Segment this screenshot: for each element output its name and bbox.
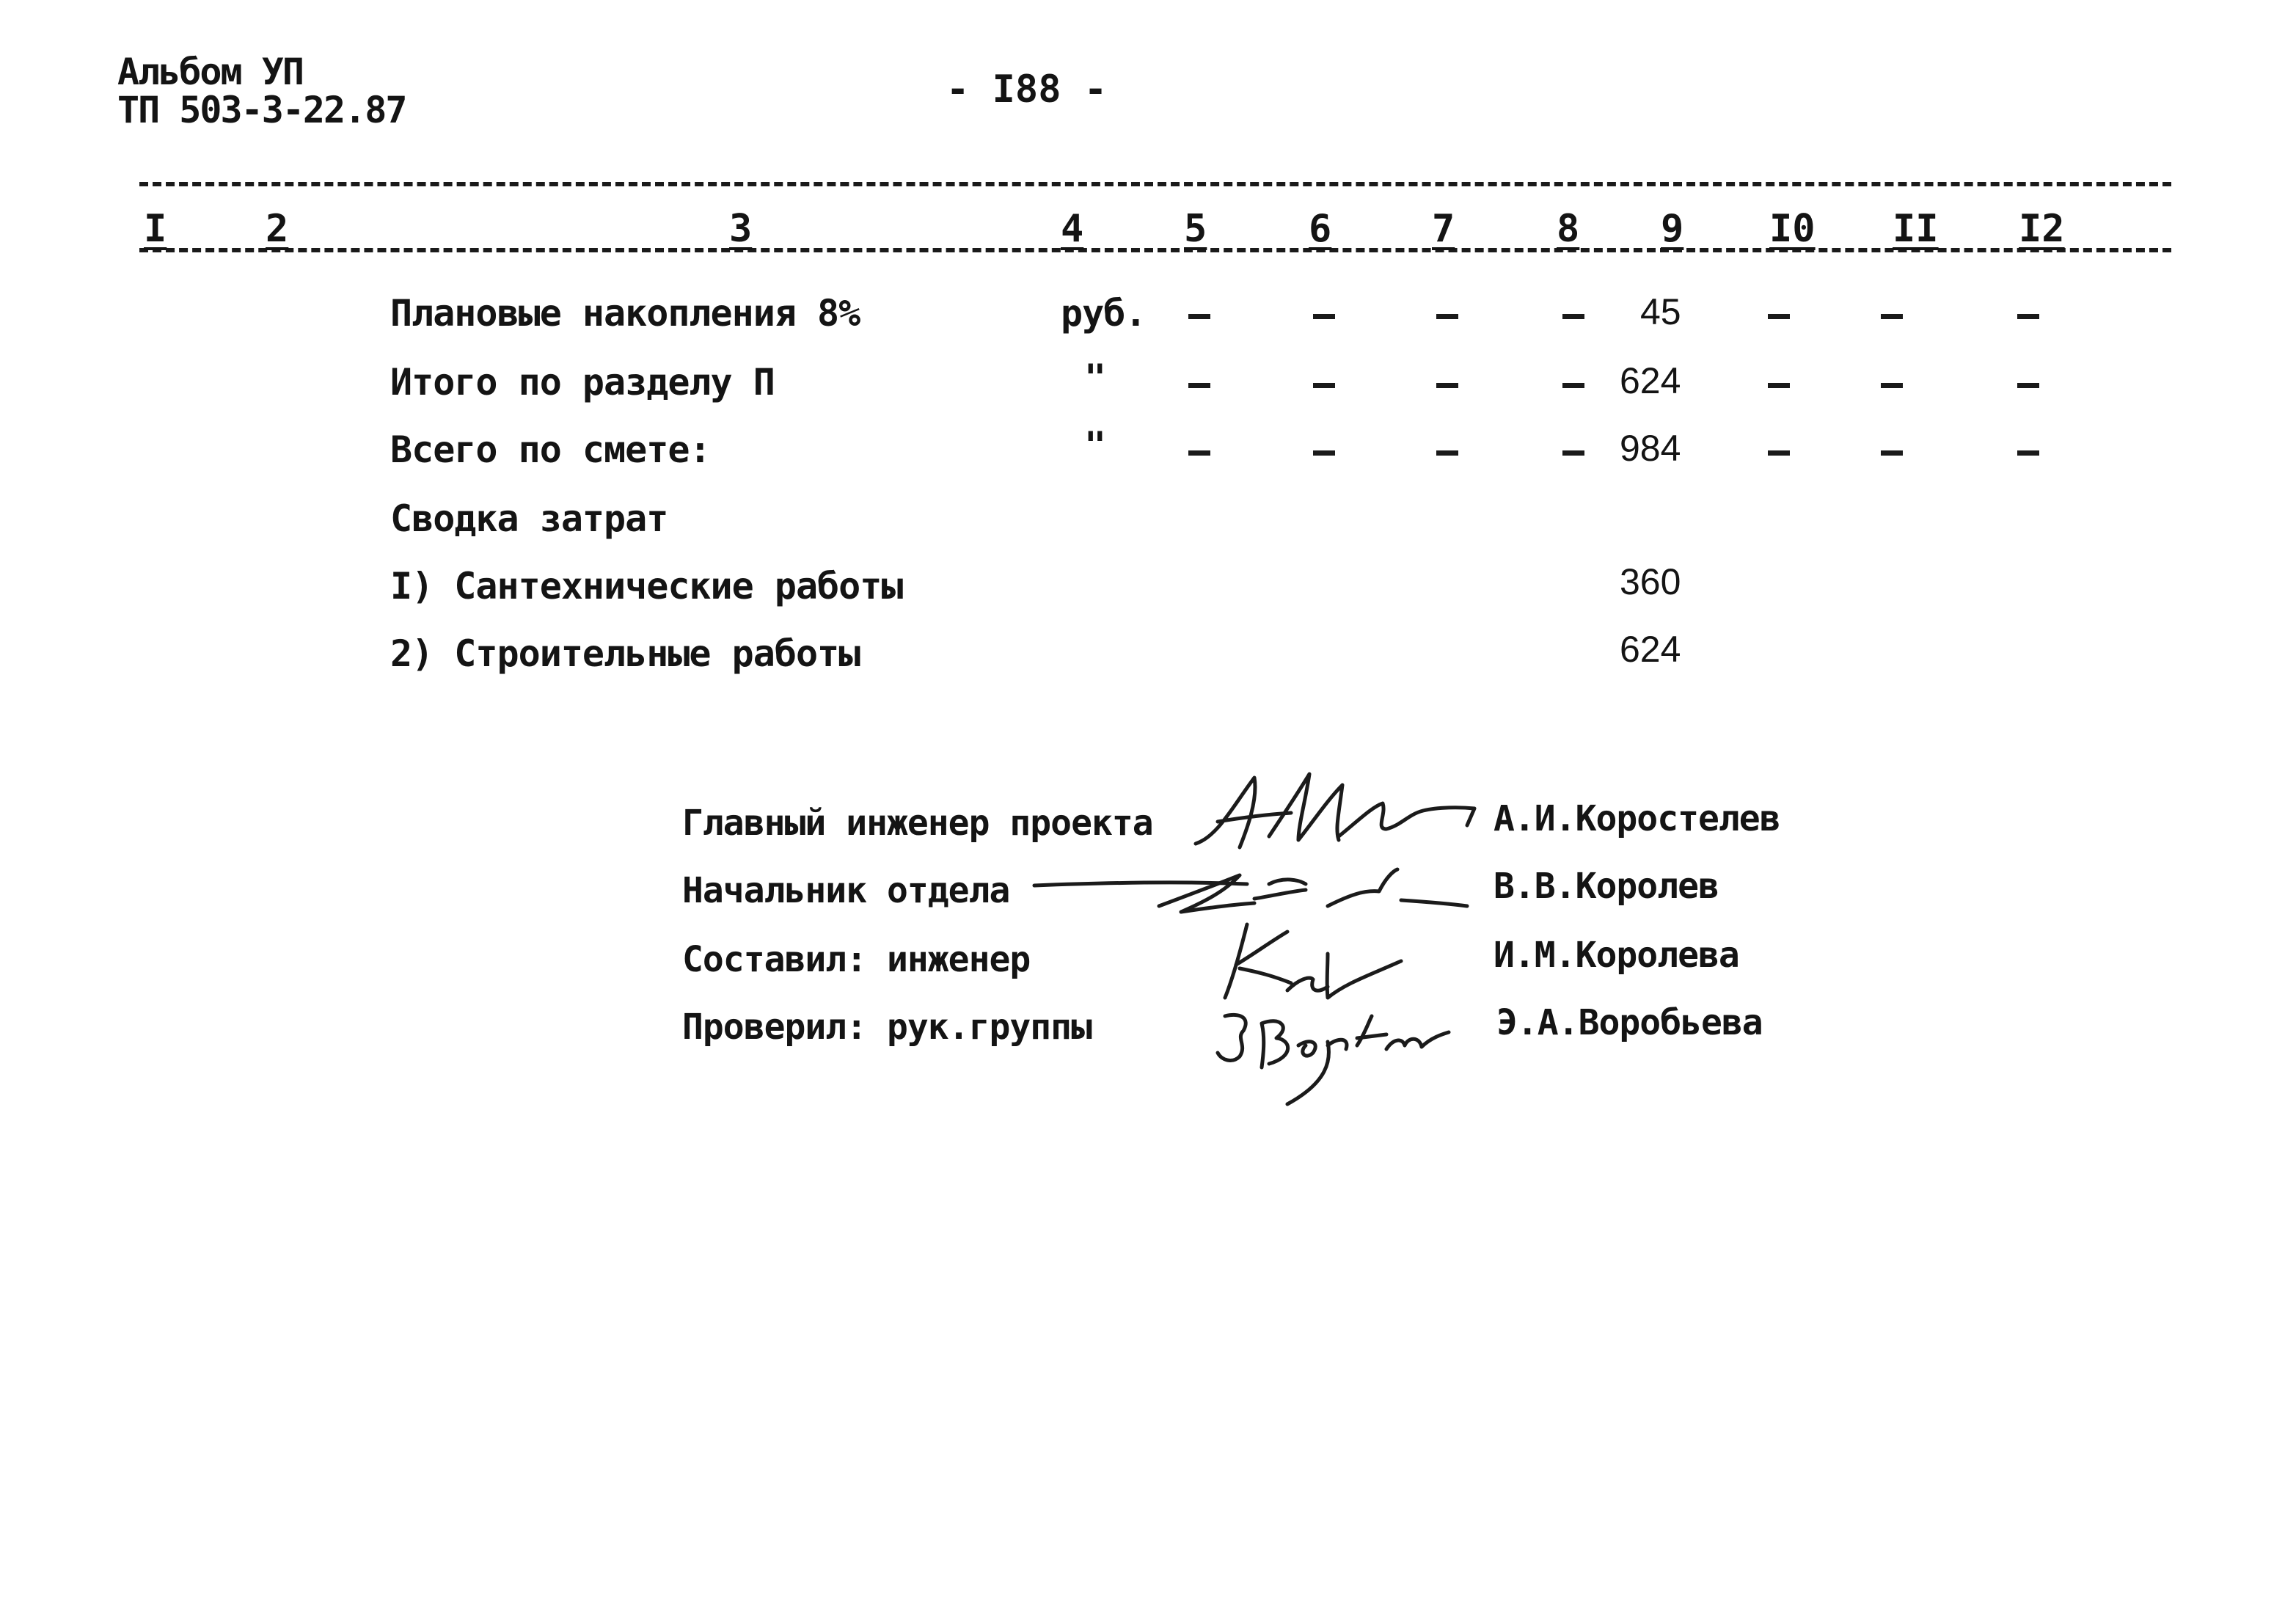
row-name: Итого по разделу П [390,361,775,404]
signature-role: Составил: инженер [682,939,1031,980]
empty-cell-dash [1881,314,1903,319]
handwritten-signature-4 [1210,994,1452,1104]
row-unit: " [1084,357,1106,399]
column-number-6: 6 [1309,207,1332,251]
column-number-11: II [1893,207,1939,251]
page-number: - I88 - [946,67,1108,112]
column-number-2: 2 [266,207,289,251]
summary-item-value: 360 [1620,561,1681,602]
column-number-12: I2 [2019,207,2065,251]
summary-item-label: 2) Строительные работы [390,632,860,675]
handwritten-signature-1 [1188,756,1496,866]
signature-name: Э.А.Воробьева [1496,1002,1763,1043]
row-unit: " [1084,424,1106,467]
empty-cell-dash [1768,450,1790,456]
empty-cell-dash [2017,450,2039,456]
empty-cell-dash [1313,383,1335,388]
summary-item-value: 624 [1620,629,1681,670]
signature-role: Главный инженер проекта [682,803,1153,844]
row-value-col9: 624 [1620,360,1681,401]
empty-cell-dash [1188,383,1210,388]
column-number-3: 3 [729,207,753,251]
summary-title: Сводка затрат [390,497,668,540]
signature-role: Начальник отдела [682,870,1010,911]
empty-cell-dash [1562,450,1584,456]
signature-name: В.В.Королев [1494,866,1719,907]
signature-name: И.М.Королева [1494,935,1739,976]
table-top-rule [139,182,2171,186]
column-number-5: 5 [1184,207,1207,251]
empty-cell-dash [1188,450,1210,456]
empty-cell-dash [1768,383,1790,388]
column-number-10: I0 [1769,207,1816,251]
empty-cell-dash [1562,383,1584,388]
column-number-4: 4 [1061,207,1084,251]
album-label: Альбом УП [117,51,303,93]
column-number-9: 9 [1661,207,1684,251]
empty-cell-dash [1436,383,1458,388]
column-number-7: 7 [1432,207,1455,251]
empty-cell-dash [1881,450,1903,456]
row-name: Плановые накопления 8% [390,292,860,335]
row-unit: руб. [1061,292,1147,335]
empty-cell-dash [1562,314,1584,319]
row-value-col9: 45 [1640,291,1681,332]
summary-item-label: I) Сантехнические работы [390,565,903,607]
empty-cell-dash [2017,314,2039,319]
empty-cell-dash [1436,450,1458,456]
row-value-col9: 984 [1620,428,1681,469]
table-header-rule [139,248,2171,252]
signature-role: Проверил: рук.группы [682,1007,1092,1048]
empty-cell-dash [2017,383,2039,388]
empty-cell-dash [1881,383,1903,388]
column-number-1: I [144,207,167,251]
empty-cell-dash [1436,314,1458,319]
project-code: ТП 503-3-22.87 [117,89,406,131]
empty-cell-dash [1313,314,1335,319]
column-number-8: 8 [1557,207,1580,251]
document-header [117,53,406,129]
empty-cell-dash [1188,314,1210,319]
empty-cell-dash [1768,314,1790,319]
row-name: Всего по смете: [390,428,711,471]
signature-name: А.И.Коростелев [1494,798,1780,839]
empty-cell-dash [1313,450,1335,456]
